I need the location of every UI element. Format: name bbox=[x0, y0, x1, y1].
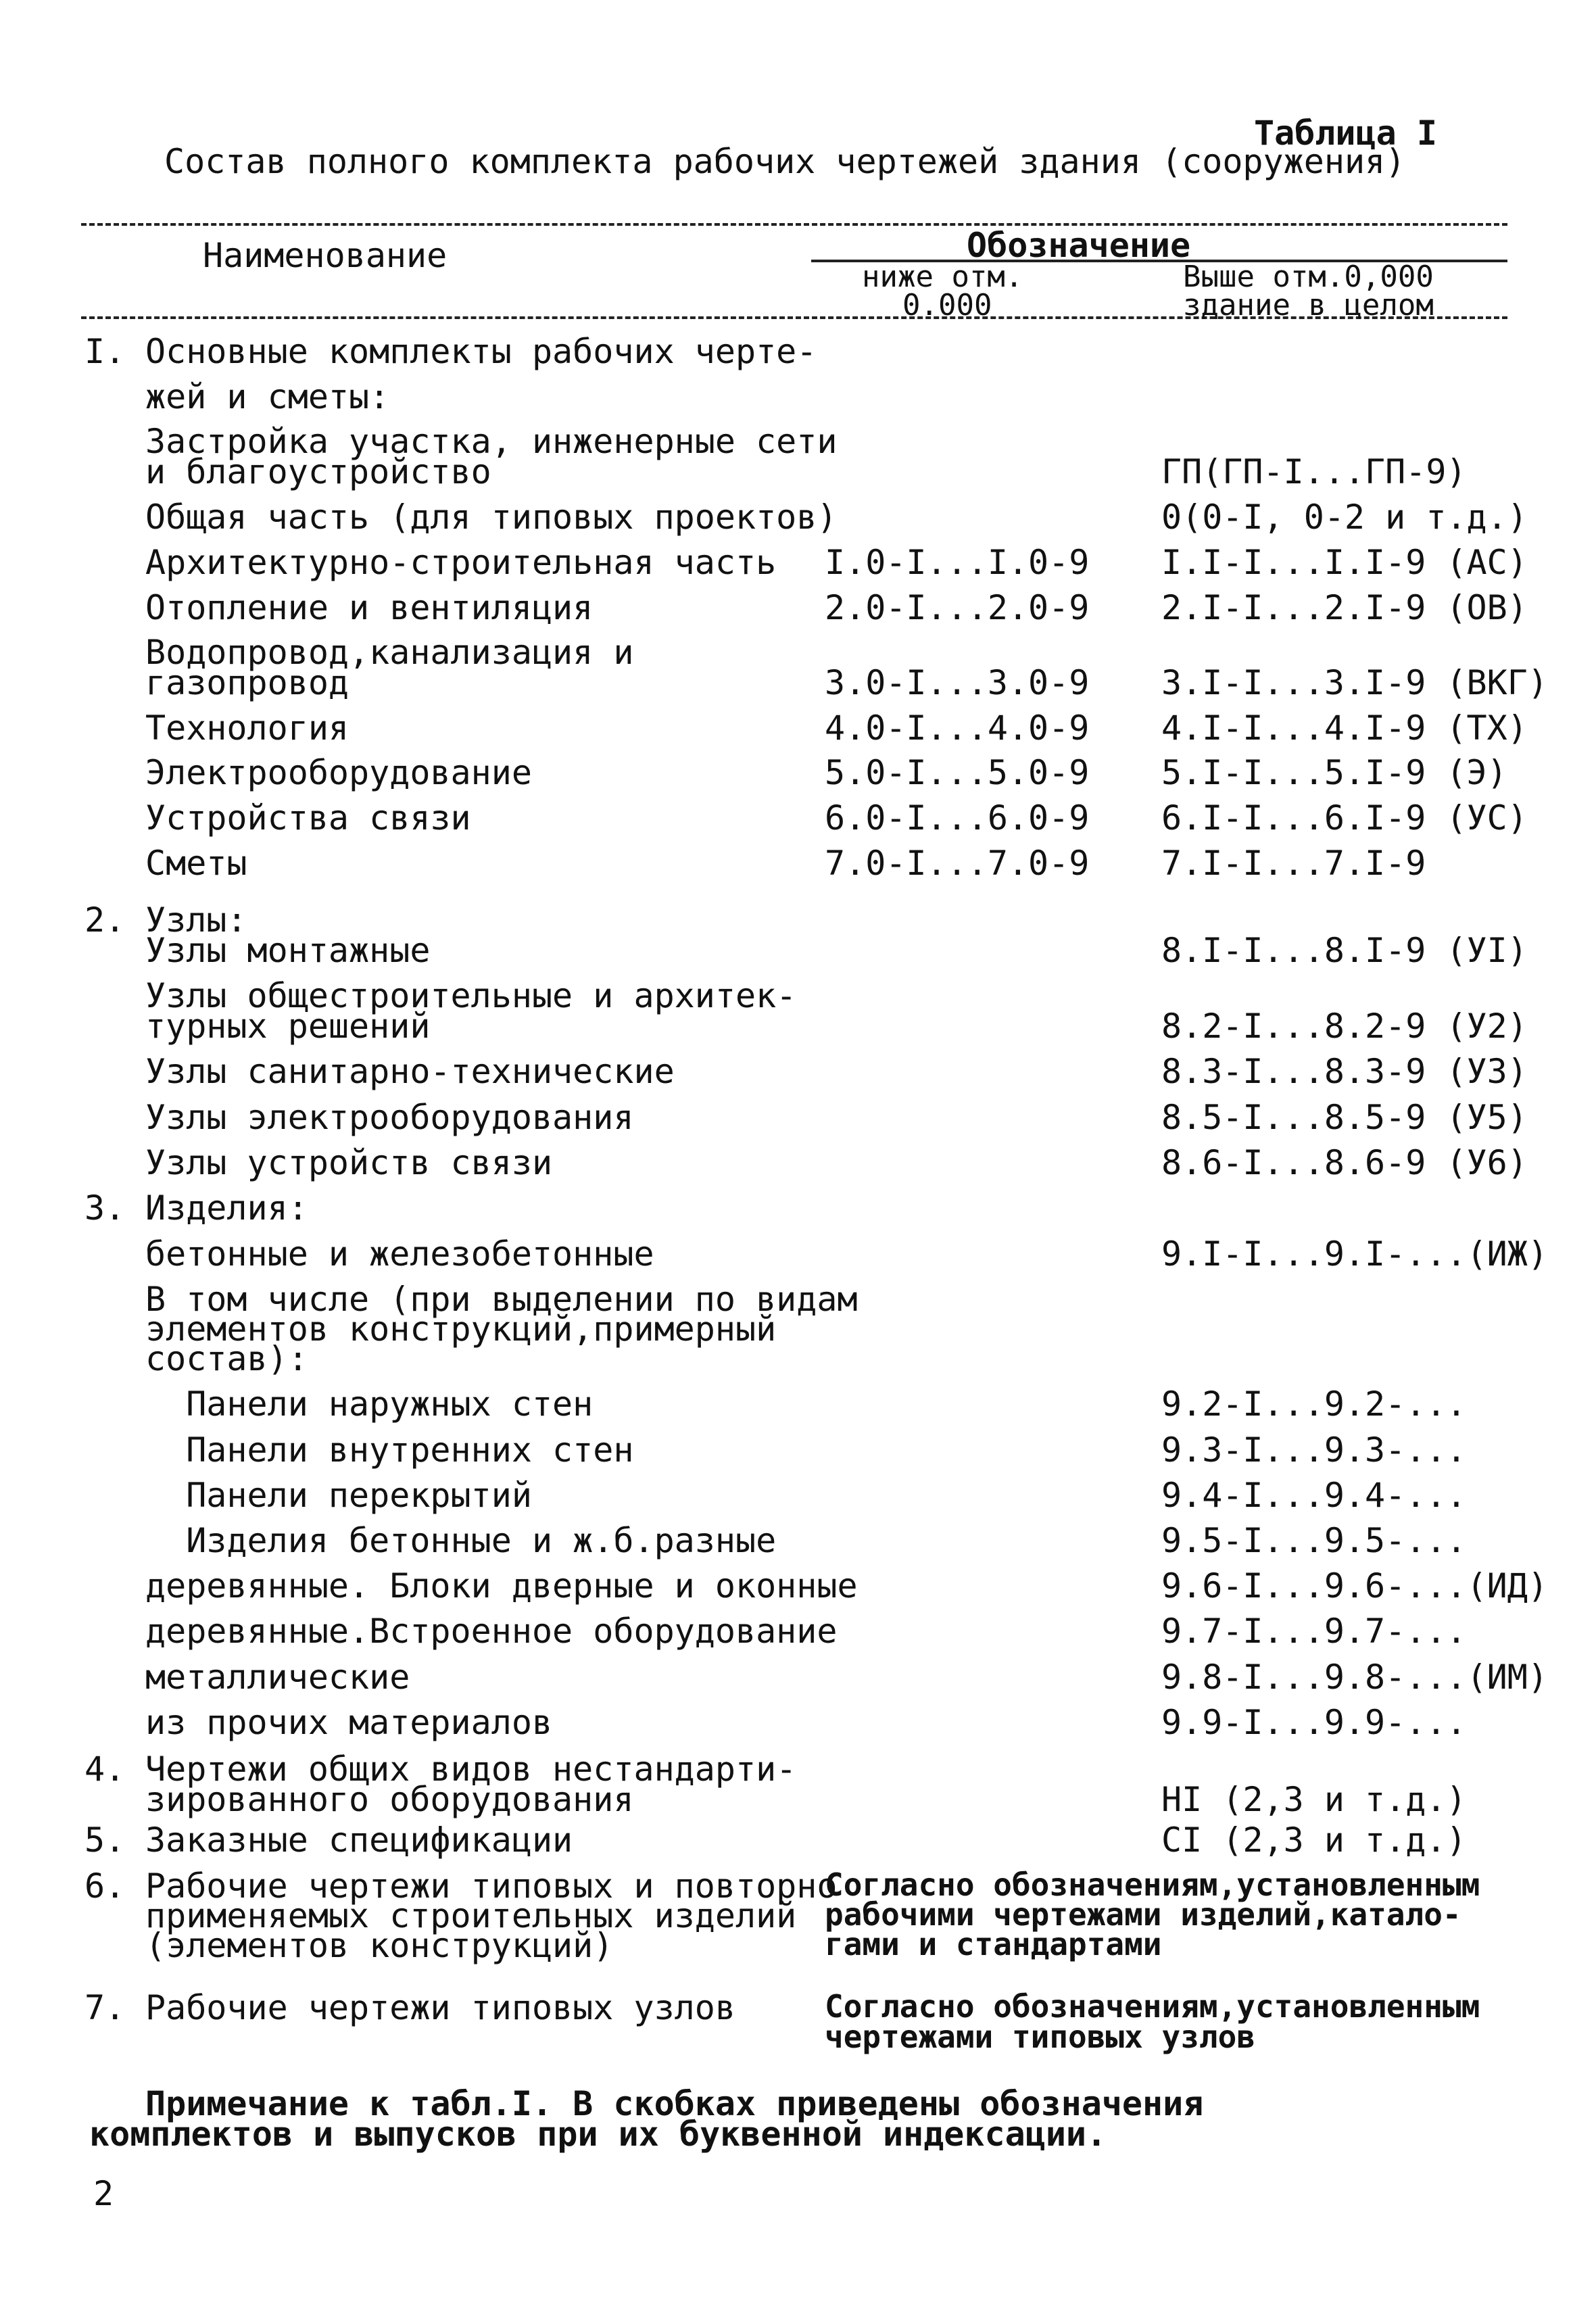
designation-note: Согласно обозначениям,установленным bbox=[825, 1988, 1480, 2025]
designation-above: 7.I-I...7.I-9 bbox=[1161, 844, 1426, 883]
designation-above: 6.I-I...6.I-9 (УС) bbox=[1161, 798, 1528, 838]
row-name: и благоустройство bbox=[145, 452, 491, 491]
row-name: газопровод bbox=[145, 663, 349, 702]
row-name: элементов конструкций,примерный bbox=[145, 1309, 777, 1349]
designation-above: 4.I-I...4.I-9 (ТХ) bbox=[1161, 708, 1528, 748]
row-number: 2. bbox=[84, 900, 126, 940]
row-name: состав): bbox=[145, 1339, 308, 1378]
row-number: 4. bbox=[84, 1750, 126, 1789]
row-name: Панели перекрытий bbox=[145, 1476, 532, 1515]
column-header-name: Наименование bbox=[203, 236, 448, 275]
designation-above: 9.9-I...9.9-... bbox=[1161, 1703, 1467, 1742]
designation-above: HI (2,3 и т.д.) bbox=[1161, 1780, 1467, 1819]
designation-below: 4.0-I...4.0-9 bbox=[825, 708, 1090, 748]
designation-below: 5.0-I...5.0-9 bbox=[825, 753, 1090, 792]
designation-above: 3.I-I...3.I-9 (ВКГ) bbox=[1161, 663, 1548, 702]
row-name: Чертежи общих видов нестандарти- bbox=[145, 1750, 797, 1789]
column-header-above-line1: Выше отм.0,000 bbox=[1183, 260, 1434, 294]
row-name: Узлы монтажные bbox=[145, 931, 431, 970]
designation-below: I.0-I...I.0-9 bbox=[825, 543, 1090, 582]
row-name: Узлы санитарно-технические bbox=[145, 1052, 675, 1091]
designation-below: 3.0-I...3.0-9 bbox=[825, 663, 1090, 702]
designation-below: 6.0-I...6.0-9 bbox=[825, 798, 1090, 838]
designation-above: CI (2,3 и т.д.) bbox=[1161, 1820, 1467, 1860]
column-header-above-line2: здание в целом bbox=[1183, 288, 1434, 322]
designation-above: 9.5-I...9.5-... bbox=[1161, 1521, 1467, 1560]
designation-above: I.I-I...I.I-9 (АС) bbox=[1161, 543, 1528, 582]
row-name: Узлы общестроительные и архитек- bbox=[145, 976, 797, 1015]
row-number: 5. bbox=[84, 1820, 126, 1860]
designation-above: 9.3-I...9.3-... bbox=[1161, 1430, 1467, 1470]
column-header-below-line1: ниже отм. bbox=[862, 260, 1023, 294]
row-name: бетонные и железобетонные bbox=[145, 1234, 654, 1274]
row-name: Изделия бетонные и ж.б.разные bbox=[145, 1521, 777, 1560]
row-name: Заказные спецификации bbox=[145, 1820, 573, 1860]
row-name: деревянные. Блоки дверные и оконные bbox=[145, 1566, 858, 1606]
row-name: Отопление и вентиляция bbox=[145, 588, 594, 627]
row-name: В том числе (при выделении по видам bbox=[145, 1280, 858, 1319]
header-top-rule bbox=[81, 223, 1507, 226]
designation-above: 9.8-I...9.8-...(ИМ) bbox=[1161, 1658, 1548, 1697]
row-name: (элементов конструкций) bbox=[145, 1926, 614, 1965]
row-name: Узлы устройств связи bbox=[145, 1143, 553, 1182]
table-label: Таблица I bbox=[1254, 114, 1437, 153]
row-name: Электрооборудование bbox=[145, 753, 532, 792]
designation-above: ГП(ГП-I...ГП-9) bbox=[1161, 452, 1467, 491]
designation-above: 9.7-I...9.7-... bbox=[1161, 1612, 1467, 1651]
row-number: 7. bbox=[84, 1988, 126, 2027]
page-number: 2 bbox=[93, 2174, 114, 2213]
row-number: 6. bbox=[84, 1866, 126, 1906]
column-header-below-line2: 0.000 bbox=[902, 288, 992, 322]
designation-above: 8.I-I...8.I-9 (УI) bbox=[1161, 931, 1528, 970]
row-name: Водопровод,канализация и bbox=[145, 633, 634, 672]
row-name: Рабочие чертежи типовых и повторно bbox=[145, 1866, 838, 1906]
designation-above: 9.6-I...9.6-...(ИД) bbox=[1161, 1566, 1548, 1606]
row-number: 3. bbox=[84, 1188, 126, 1228]
row-name: Рабочие чертежи типовых узлов bbox=[145, 1988, 735, 2027]
column-header-designation: Обозначение bbox=[967, 226, 1191, 265]
designation-above: 9.2-I...9.2-... bbox=[1161, 1384, 1467, 1424]
row-number: I. bbox=[84, 332, 126, 371]
row-name: жей и сметы: bbox=[145, 377, 390, 416]
designation-note: рабочими чертежами изделий,катало- bbox=[825, 1896, 1461, 1933]
designation-above: 9.I-I...9.I-...(ИЖ) bbox=[1161, 1234, 1548, 1274]
designation-above: 9.4-I...9.4-... bbox=[1161, 1476, 1467, 1515]
row-name: Панели наружных стен bbox=[145, 1384, 594, 1424]
row-name: Узлы: bbox=[145, 900, 247, 940]
designation-above: 5.I-I...5.I-9 (Э) bbox=[1161, 753, 1507, 792]
designation-above: 8.5-I...8.5-9 (У5) bbox=[1161, 1098, 1528, 1137]
designation-note: гами и стандартами bbox=[825, 1926, 1162, 1962]
row-name: Технология bbox=[145, 708, 349, 748]
designation-note: Согласно обозначениям,установленным bbox=[825, 1866, 1480, 1903]
row-name: Общая часть (для типовых проектов) bbox=[145, 498, 838, 537]
row-name: зированного оборудования bbox=[145, 1780, 634, 1819]
designation-above: 8.2-I...8.2-9 (У2) bbox=[1161, 1007, 1528, 1046]
designation-below: 7.0-I...7.0-9 bbox=[825, 844, 1090, 883]
row-name: Узлы электрооборудования bbox=[145, 1098, 634, 1137]
row-name: турных решений bbox=[145, 1007, 431, 1046]
row-name: металлические bbox=[145, 1658, 410, 1697]
designation-below: 2.0-I...2.0-9 bbox=[825, 588, 1090, 627]
designation-above: 2.I-I...2.I-9 (ОВ) bbox=[1161, 588, 1528, 627]
footnote: Примечание к табл.I. В скобках приведены обозначения bbox=[145, 2084, 1204, 2123]
footnote: комплектов и выпусков при их буквенной индексации. bbox=[89, 2115, 1107, 2154]
designation-above: 8.6-I...8.6-9 (У6) bbox=[1161, 1143, 1528, 1182]
row-name: Панели внутренних стен bbox=[145, 1430, 634, 1470]
table-title: Состав полного комплекта рабочих чертежей здания (сооружения) bbox=[164, 142, 1406, 181]
designation-note: чертежами типовых узлов bbox=[825, 2019, 1255, 2055]
row-name: Изделия: bbox=[145, 1188, 308, 1228]
row-name: применяемых строительных изделий bbox=[145, 1896, 797, 1935]
designation-above: 8.3-I...8.3-9 (У3) bbox=[1161, 1052, 1528, 1091]
designation-above: 0(0-I, 0-2 и т.д.) bbox=[1161, 498, 1528, 537]
row-name: Сметы bbox=[145, 844, 247, 883]
row-name: Устройства связи bbox=[145, 798, 471, 838]
row-name: Основные комплекты рабочих черте- bbox=[145, 332, 817, 371]
row-name: Застройка участка, инженерные сети bbox=[145, 422, 838, 461]
row-name: из прочих материалов bbox=[145, 1703, 553, 1742]
row-name: деревянные.Встроенное оборудование bbox=[145, 1612, 838, 1651]
row-name: Архитектурно-строительная часть bbox=[145, 543, 777, 582]
